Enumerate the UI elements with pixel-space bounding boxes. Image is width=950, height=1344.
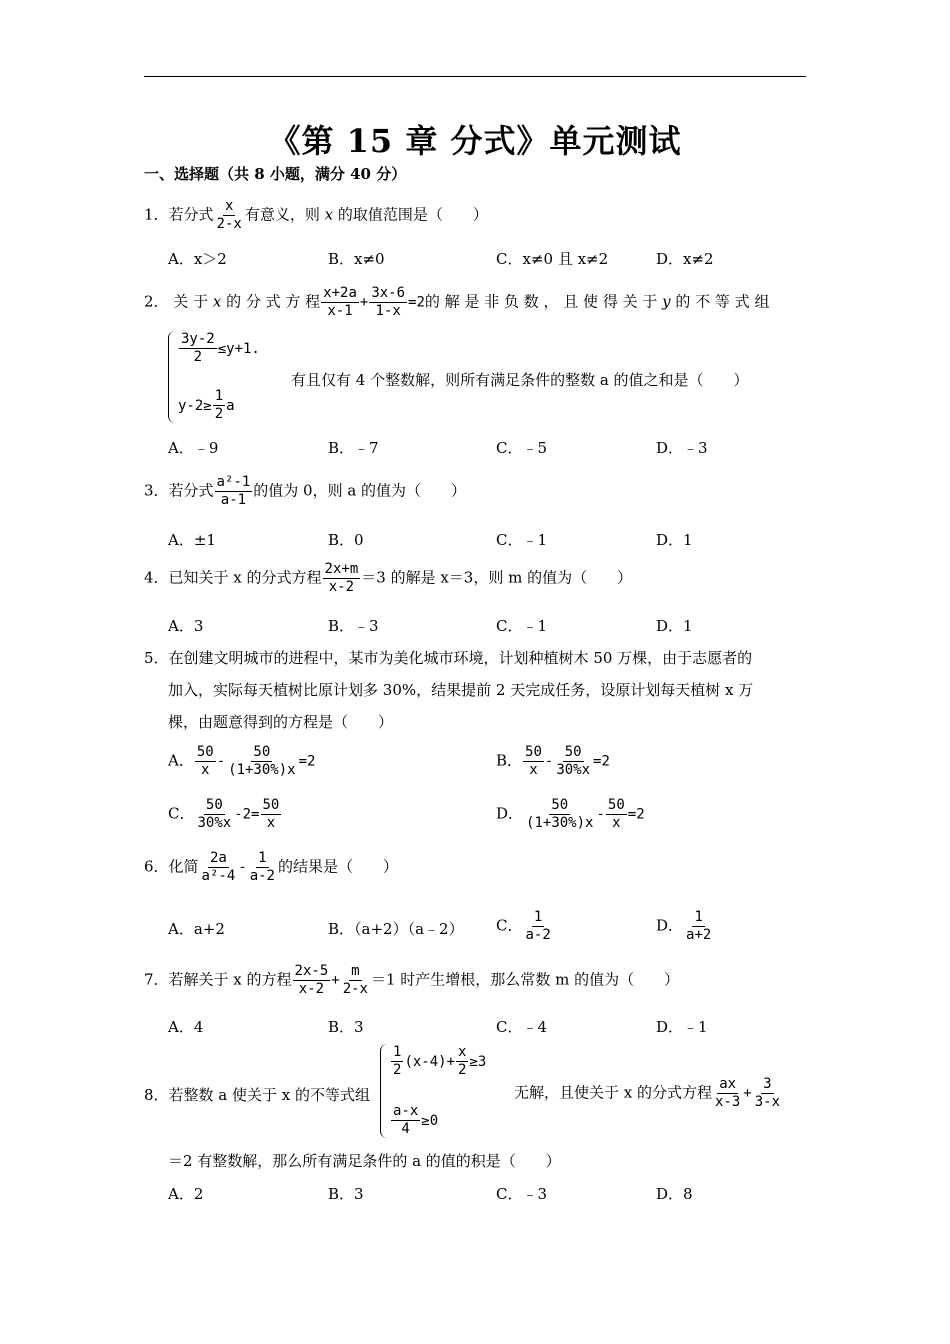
question-3: 3．若分式 $\frac{\text{a²-1}}{a-1}$ 的值为 0，则 a 的值为（ ） <box>144 474 467 508</box>
question-5-line-3: 棵，由题意得到的方程是（ ） <box>168 713 394 731</box>
q6-option-a: A．a+2 <box>168 920 225 938</box>
question-8-line-2: ＝2 有整数解，那么所有满足条件的 a 的值的积是（ ） <box>168 1152 561 1170</box>
q8-option-d: D．8 <box>656 1185 693 1203</box>
q8-option-a: A．2 <box>168 1185 204 1203</box>
q2-inequality-system: $\frac{3y-2}{2}$ ≤y+1. y-2≥ $\frac{1}{2}$ a <box>168 331 260 423</box>
q2-option-c: C．﹣5 <box>496 439 548 457</box>
question-2-continued: 有且仅有 4 个整数解，则所有满足条件的整数 a 的值之和是（ ） <box>291 371 749 389</box>
q1-option-b: B．x≠0 <box>328 250 385 268</box>
q4-option-b: B．﹣3 <box>328 617 379 635</box>
fraction: $\frac{x}{2-x}$ <box>216 198 242 232</box>
q2-option-b: B．﹣7 <box>328 439 379 457</box>
q4-option-d: D．1 <box>656 617 693 635</box>
q6-option-c: C． $\frac{1}{a-2}$ <box>496 909 551 943</box>
question-5-line-1: 5．在创建文明城市的进程中，某市为美化城市环境，计划种植树木 50 万棵，由于志愿者的 <box>144 649 753 667</box>
q5-option-d: D． $\frac{50}{(1+30\%)x}$ - $\frac{50}{x}$ =2 <box>496 797 645 831</box>
question-4: 4．已知关于 x 的分式方程 $\frac{2x+m}{x-2}$ ＝3 的解是 x＝3，则 m 的值为（ ） <box>144 561 633 595</box>
header-rule <box>144 76 806 77</box>
q6-option-b: B．（a+2）（a﹣2） <box>328 920 464 938</box>
question-2: 2． 关 于 x 的 分 式 方 程 $\frac{x+2a}{x-1}$ + $\frac{3x-6}{1-x}$ =2的 解 是 非 负 数 ， 且 使 得 关 于 y 的 不 等 式 组 <box>144 285 770 319</box>
q6-option-d: D． $\frac{1}{a+2}$ <box>656 909 712 943</box>
question-7: 7．若解关于 x 的方程 $\frac{2x-5}{x-2}$ + $\frac{m}{2-x}$ ＝1 时产生增根，那么常数 m 的值为（ ） <box>144 963 680 997</box>
question-1: 1．若分式 $\frac{x}{2-x}$ 有意义，则 x 的取值范围是（ ） <box>144 198 488 232</box>
q8-option-c: C．﹣3 <box>496 1185 548 1203</box>
q8-option-b: B．3 <box>328 1185 364 1203</box>
question-5-line-2: 加入，实际每天植树比原计划多 30%，结果提前 2 天完成任务，设原计划每天植树 x 万 <box>168 681 754 699</box>
q3-option-c: C．﹣1 <box>496 531 548 549</box>
q5-option-c: C． $\frac{50}{30\%x}$ -2= $\frac{50}{x}$ <box>168 797 280 831</box>
q4-option-c: C．﹣1 <box>496 617 548 635</box>
section-heading: 一、选择题（共 8 小题，满分 40 分） <box>144 165 407 183</box>
question-8: 8．若整数 a 使关于 x 的不等式组 <box>144 1086 371 1104</box>
q7-option-c: C．﹣4 <box>496 1018 548 1036</box>
question-8-continued: 无解，且使关于 x 的分式方程 $\frac{ax}{x-3}$ + $\frac{3}{3-x}$ <box>514 1076 781 1110</box>
q7-option-a: A．4 <box>168 1018 204 1036</box>
q2-option-a: A．﹣9 <box>168 439 219 457</box>
q1-option-c: C．x≠0 且 x≠2 <box>496 250 609 268</box>
q1-option-a: A．x＞2 <box>168 250 227 268</box>
q5-option-b: B． $\frac{50}{x}$ - $\frac{50}{30\%x}$ =2 <box>496 744 610 778</box>
q7-option-d: D．﹣1 <box>656 1018 708 1036</box>
q7-option-b: B．3 <box>328 1018 364 1036</box>
q5-option-a: A． $\frac{50}{x}$ - $\frac{50}{(1+30\%)x}$ =2 <box>168 744 316 778</box>
q3-option-b: B．0 <box>328 531 364 549</box>
q3-option-a: A．±1 <box>168 531 216 549</box>
q8-inequality-system: $\frac{1}{2}$ (x-4)+ $\frac{x}{2}$ ≥3 $\frac{a-x}{4}$ ≥0 <box>380 1044 486 1138</box>
q4-option-a: A．3 <box>168 617 204 635</box>
q3-option-d: D．1 <box>656 531 693 549</box>
question-6: 6．化简 $\frac{2a}{\text{a²-4}}$ - $\frac{1}{a-2}$ 的结果是（ ） <box>144 850 399 884</box>
page-title: 《第 15 章 分式》单元测试 <box>268 122 682 160</box>
q2-option-d: D．﹣3 <box>656 439 708 457</box>
q1-option-d: D．x≠2 <box>656 250 714 268</box>
